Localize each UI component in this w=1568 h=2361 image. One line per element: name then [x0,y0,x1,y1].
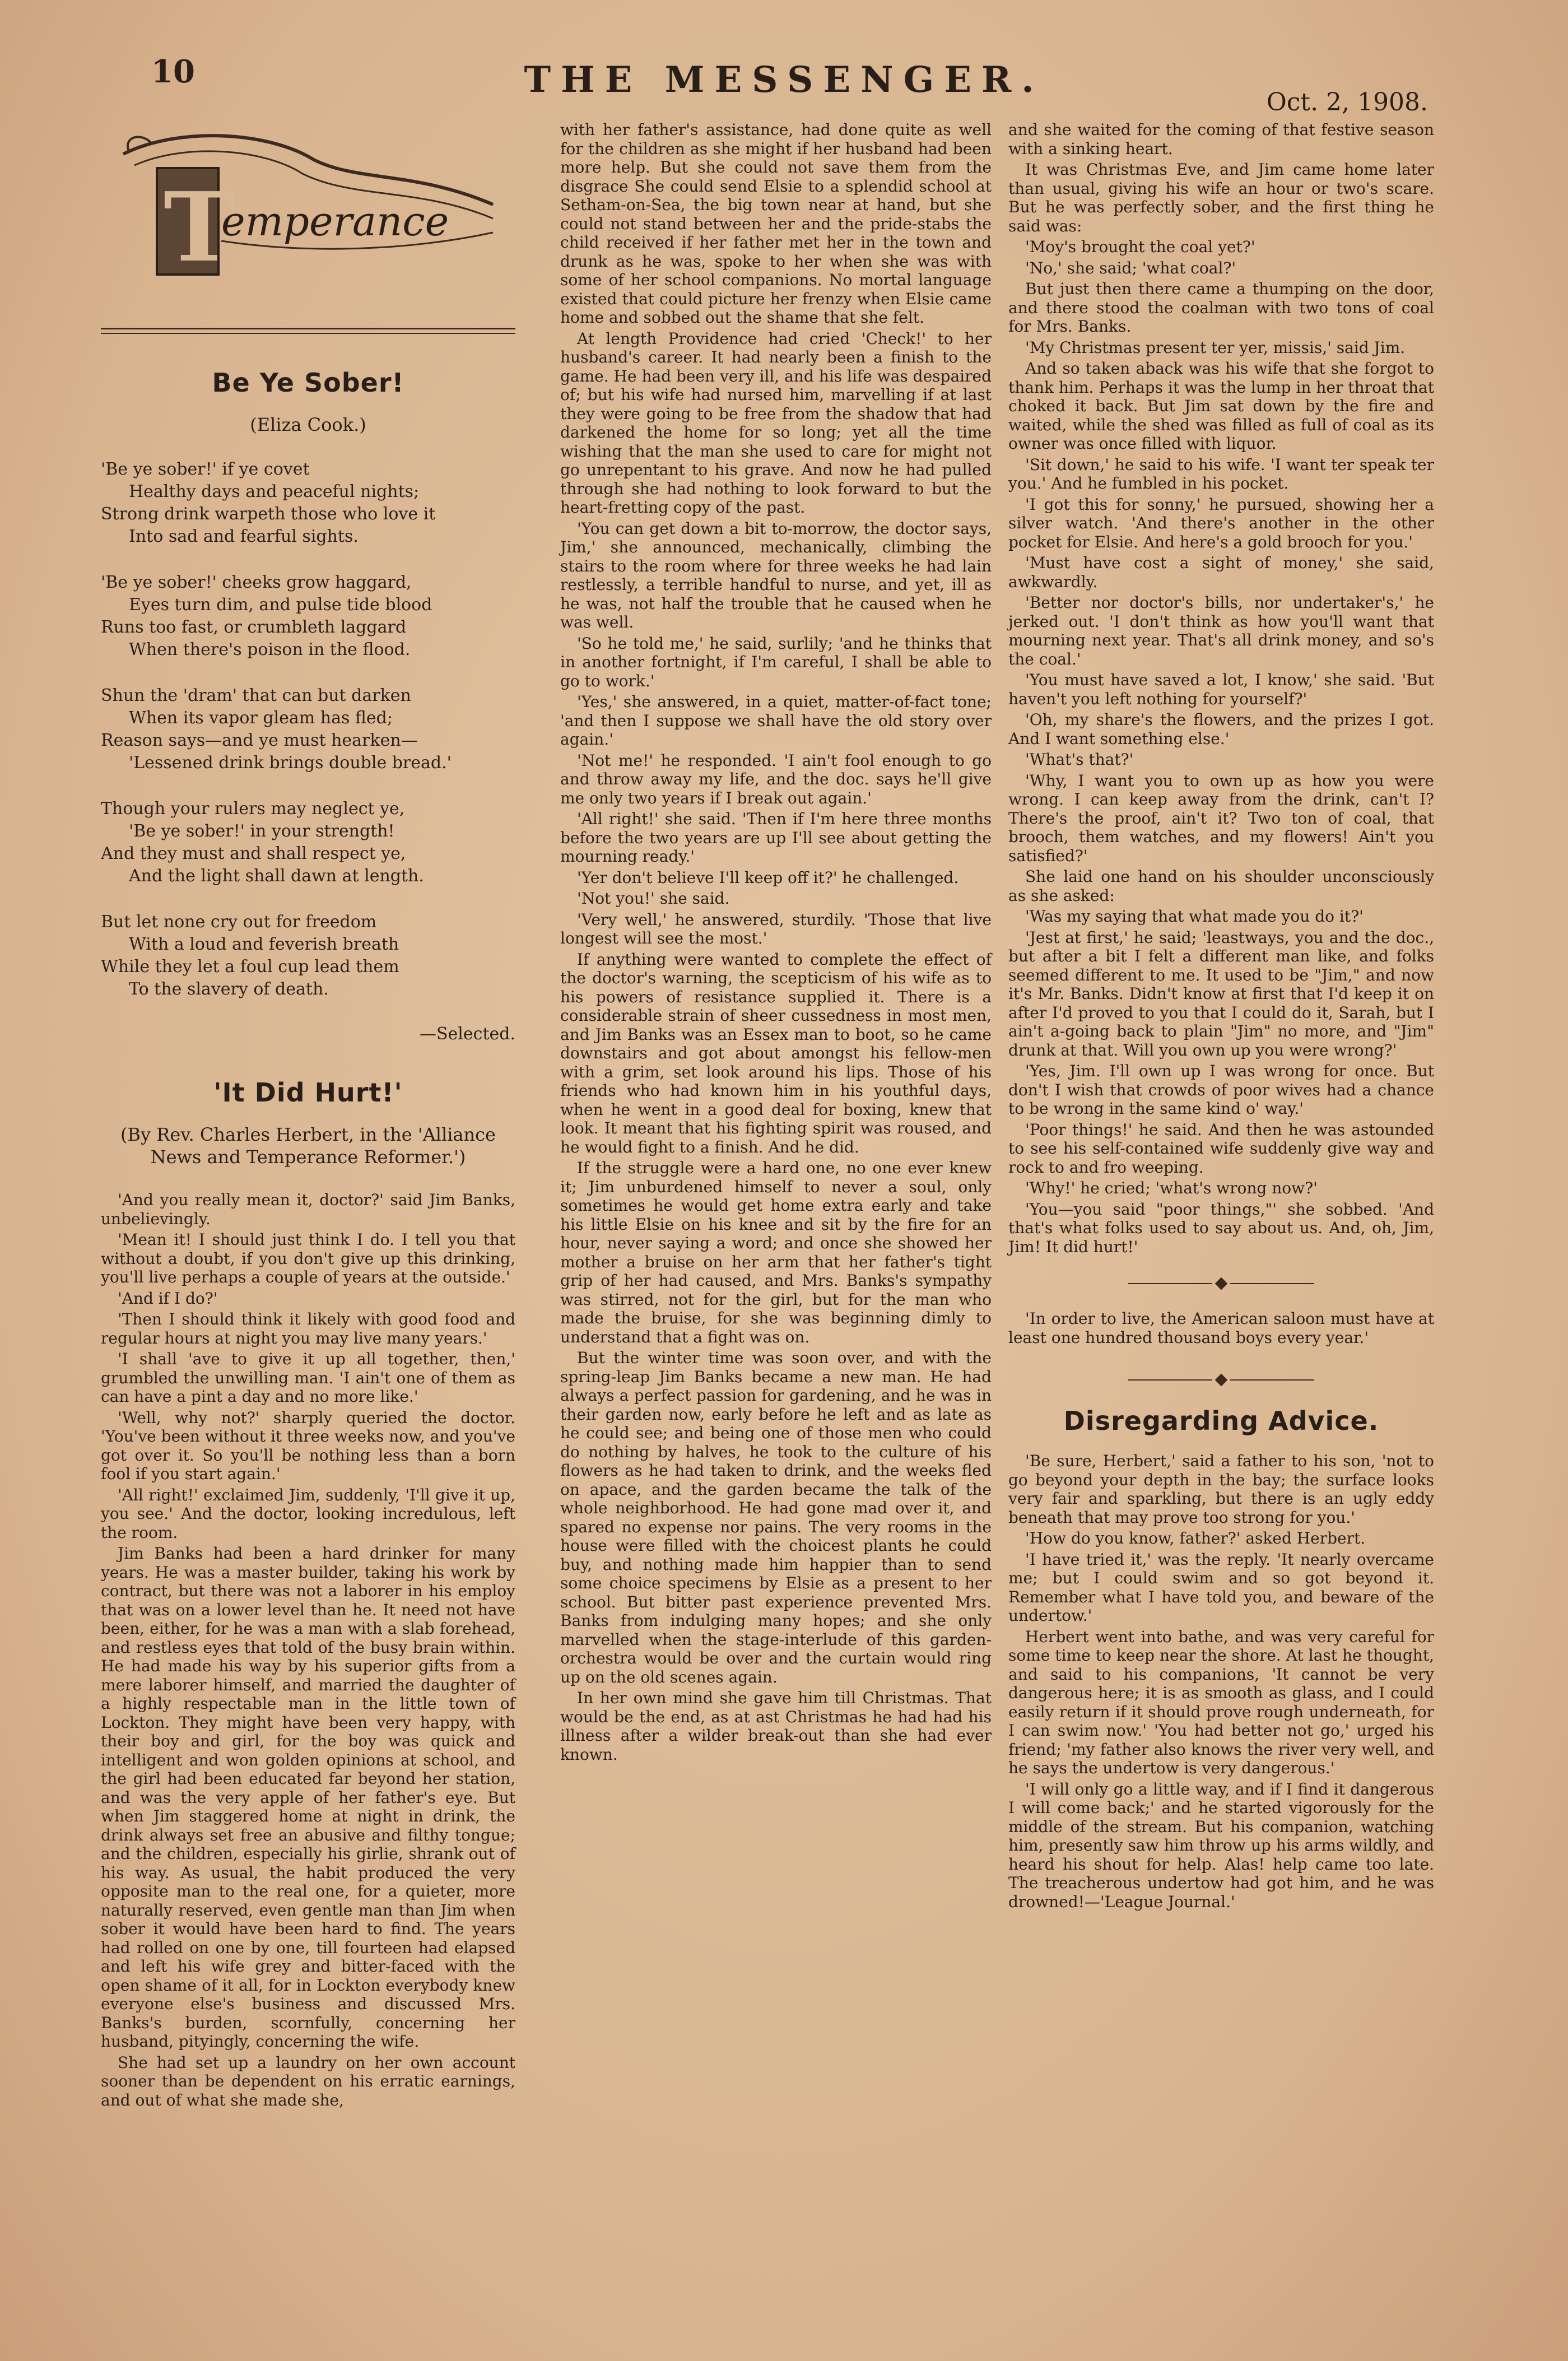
poem-line: Runs too fast, or crumbleth laggard [101,617,407,637]
paragraph: Jim Banks had been a hard drinker for many years. He was a master builder, taking his work by contract, but there was not a laborer in his employ that was on a lower level than he. It need not have been, either, for he was a man with a slab forehead, and restless eyes that told of the busy brain within. He had made his way by his superior gifts from a mere laborer himself, and married the daughter of a highly respectable man in the little town of Lockton. They might have been very happy, with their boy and girl, for the boy was quick and intelligent and won golden opinions at school, and the girl had been educated far beyond her station, and was the very apple of her father's eye. But when Jim staggered home at night in drink, the drink always set free an abusive and filthy tongue; and the children, especially his girlie, shrank out of his way. As usual, the habit produced the very opposite man to the real one, for a quieter, more naturally reserved, even gentle man than Jim when sober it would have been hard to find. The years had rolled on one by one, till fourteen had elapsed and left his wife grey and bitter-faced with the open shame of it all, for in Lockton everybody knew everyone else's business and discussed Mrs. Banks's burden, scornfully, concerning her husband, pityingly, concerning the wife. [101,1544,515,2051]
poem-title: Be Ye Sober! [212,368,404,398]
poem-credit: —Selected. [419,1024,515,1044]
poem-line: To the slavery of death. [129,979,329,999]
poem-line: And they must and shall respect ye, [101,844,406,863]
paragraph: 'Mean it! I should just think I do. I tell you that without a doubt, if you don't give up this drinking, you'll live perhaps a couple of years at the outside.' [101,1230,515,1286]
ornament-divider [1008,1369,1434,1389]
issue-date: Oct. 2, 1908. [1266,88,1428,117]
poem-line: Reason says—and ye must hearken— [101,731,418,750]
poem-stanza [101,458,515,548]
poem-line: When its vapor gleam has fled; [129,708,393,728]
poem-line: Though your rulers may neglect ye, [101,799,405,819]
poem-line: 'Be ye sober!' cheeks grow haggard, [101,573,412,592]
paragraph: 'Well, why not?' sharply queried the doctor. 'You've been without it three weeks now, and you've got over it. So you'll be nothing less than a born fool if you start again.' [101,1408,515,1483]
poem-stanza [101,911,515,1001]
paragraph: 'I got this for sonny,' he pursued, showing her a silver watch. 'And there's another in the other pocket for Elsie. And here's a gold brooch for you.' [1008,495,1434,551]
paragraph: 'What's that?' [1025,750,1134,769]
saloon-quote: 'In order to live, the American saloon must have at least one hundred thousand boys every year.' [1008,1309,1434,1347]
paragraph: 'Why!' he cried; 'what's wrong now?' [1025,1179,1318,1197]
poem-line: Strong drink warpeth those who love it [101,504,436,524]
story-byline: (By Rev. Charles Herbert, in the 'Alliance News and Temperance Reformer.') [120,1124,496,1168]
paragraph: In her own mind she gave him till Christmas. That would be the end, as at ast Christmas he had had his illness after a wilder break-out than she had ever known. [560,1689,992,1764]
temperance-logo-icon [101,120,515,289]
paragraph: 'You can get down a bit to-morrow, the doctor says, Jim,' she announced, mechanically, climbing the stairs to the room where for three weeks he had lain restlessly, a terrible handful to nurse, and yet, ill as he was, not half the trouble that he caused when he was well. [560,519,992,631]
paragraph: 'My Christmas present ter yer, missis,' said Jim. [1025,338,1406,357]
paragraph: 'Jest at first,' he said; 'leastways, you and the doc., but after a bit I felt a different man like, and folks seemed different to me. It used to be "Jim," and now it's Mr. Banks. Didn't know at first that I'd keep it on after I'd proved to you that I could do it, Sarah, but I ain't a-going back to plain "Jim" no more, and "Jim" drunk at that. Will you own up you were wrong?' [1008,928,1434,1059]
poem-line: When there's poison in the flood. [129,640,411,659]
paragraph: 'All right!' she said. 'Then if I'm here three months before the two years are up I'll see about getting the mourning ready.' [560,810,992,866]
paragraph: If anything were wanted to complete the effect of the doctor's warning, the scepticism of his wife as to his powers of resistance supplied it. There is a considerable strain of sheer cussedness in most men, and Jim Banks was an Essex man to boot, so he came downstairs and got about amongst his fellow-men with a grim, set look around his lips. Those of his friends who had known him in his youthful days, when he went in a good deal for boxing, knew that look. It meant that his fighting spirit was roused, and he would fight to a finish. And he did. [560,950,992,1156]
paragraph: 'Yes,' she answered, in a quiet, matter-of-fact tone; 'and then I suppose we shall have the old story over again.' [560,693,992,749]
story-title: 'It Did Hurt!' [213,1077,403,1108]
paragraph: At length Providence had cried 'Check!' to her husband's career. It had nearly been a finish to the game. He had been very ill, and his life was despaired of; but his wife had nursed him, marvelling if at last they were going to be free from the shadow that had darkened the home for so long; yet all the time wishing that the man she used to care for might not go unrepentant to his grave. And now he had pulled through she had nothing to look forward to but the heart-fretting copy of the past. [560,329,992,517]
page-header [0,53,1568,126]
column-2 [560,120,992,1764]
column-3 [1008,120,1434,1911]
poem-line: And the light shall dawn at length. [129,866,424,886]
paragraph: 'Yer don't believe I'll keep off it?' he challenged. [577,868,959,887]
paragraph: 'Must have cost a sight of money,' she said, awkwardly. [1008,554,1434,591]
paragraph: 'Poor things!' he said. And then he was astounded to see his self-contained wife suddenly give way and rock to and fro weeping. [1008,1120,1434,1177]
paragraph: She had set up a laundry on her own account sooner than be dependent on his erratic earnings, and out of what she made she, [101,2053,515,2109]
paragraph: But the winter time was soon over, and with the spring-leap Jim Banks became a new man. He had always a perfect passion for gardening, and he was in their garden now, early before he left and as late as he could see; and being one of those men who could do nothing by halves, he took to the culture of his flowers as he had taken to drink, and the weeks fled on apace, and the garden became the talk of the whole neighborhood. He had gone mad over it, and spared no expense nor pains. The very rooms in the house were filled with the choicest plants he could buy, and nothing made him happier than to send some choice specimens by Elsie as a present to her school. But bitter past experience prevented Mrs. Banks from indulging many hopes; and she only marvelled when the stage-interlude of this garden-orchestra would be over and the curtain would ring up on the old scenes again. [560,1349,992,1686]
paragraph: And so taken aback was his wife that she forgot to thank him. Perhaps it was the lump in her throat that choked it back. But Jim sat down by the fire and waited, while the shed was filled as full of coal as its owner was once filled with liquor. [1008,359,1434,453]
paragraph: and she waited for the coming of that festive season with a sinking heart. [1008,120,1434,158]
poem-stanza [101,798,515,887]
advice-title: Disregarding Advice. [1063,1406,1379,1436]
page-number: 10 [151,53,195,90]
paragraph: 'Not you!' she said. [577,889,730,908]
poem-line: 'Lessened drink brings double bread.' [129,753,452,773]
temperance-masthead [101,120,515,300]
paragraph: 'I will only go a little way, and if I find it dangerous I will come back;' and he started vigorously for the middle of the stream. But his companion, watching him, presently saw him throw up his arms wildly, and heard his shout for help. Alas! help came too late. The treacherous undertow had got him, and he was drowned!—'League Journal.' [1008,1779,1434,1911]
paragraph: 'Be sure, Herbert,' said a father to his son, 'not to go beyond your depth in the bay; the surface looks very fair and sparkling, but there is an ugly eddy beneath that may prove too strong for you.' [1008,1452,1434,1527]
paragraph: 'So he told me,' he said, surlily; 'and he thinks that in another fortnight, if I'm careful, I shall be able to go to work.' [560,634,992,690]
paragraph: 'I have tried it,' was the reply. 'It nearly overcame me; but I could swim and so got beyond it. Remember what I have told you, and beware of the undertow.' [1008,1550,1434,1625]
paragraph: 'Better nor doctor's bills, nor undertaker's,' he jerked out. 'I don't think as how you'll want that mourning next year. That's all drink money, and so's the coal.' [1008,593,1434,668]
poem-line: Into sad and fearful sights. [129,527,359,546]
poem-stanza [101,571,515,661]
poem-line: While they let a foul cup lead them [101,957,399,977]
paragraph: 'How do you know, father?' asked Herbert. [1025,1529,1366,1547]
paragraph: 'All right!' exclaimed Jim, suddenly, 'I'll give it up, you see.' And the doctor, looking incredulous, left the room. [101,1485,515,1542]
paragraph: 'I shall 'ave to give it up all together, then,' grumbled the unwilling man. 'I ain't one of them as can have a pint a day and no more like.' [101,1350,515,1406]
poem-line: 'Be ye sober!' in your strength! [129,821,395,841]
paragraph: 'Oh, my share's the flowers, and the prizes I got. And I want something else.' [1008,710,1434,748]
paragraph: 'Sit down,' he said to his wife. 'I want ter speak ter you.' And he fumbled in his pocket. [1008,455,1434,492]
paragraph: But just then there came a thumping on the door, and there stood the coalman with two tons of coal for Mrs. Banks. [1008,280,1434,336]
paragraph: 'Not me!' he responded. 'I ain't fool enough to go and throw away my life, and the doc. says he'll give me only two years if I break out again.' [560,751,992,807]
story-text-col1 [101,1191,515,2109]
paragraph: 'You—you said "poor things,"' she sobbed. 'And that's what folks used to say about us. And, oh, Jim, Jim! It did hurt!' [1008,1200,1434,1256]
paragraph: 'Then I should think it likely with good food and regular hours at night you may live many years.' [101,1310,515,1347]
paragraph: 'And you really mean it, doctor?' said Jim Banks, unbelievingly. [101,1191,515,1228]
svg-text:emperance: emperance [221,198,449,245]
poem-author: (Eliza Cook.) [250,414,366,435]
paragraph: with her father's assistance, had done quite as well for the children as she might if her husband had been more help. But she could not save them from the disgrace She could send Elsie to a splendid school at Setham-on-Sea, the big town near at hand, but she could not stand between her and the pride-stabs the child received if her father met her in the town and drunk as he was, spoke to her when she was with some of her school companions. No mortal language existed that could picture her frenzy when Elsie came home and sobbed out the shame that she felt. [560,120,992,327]
paragraph: 'Why, I want you to own up as how you were wrong. I can keep away from the drink, can't I? There's the proof, ain't it? Two ton of coal, that brooch, them watches, and my flowers! Ain't you satisfied?' [1008,771,1434,865]
paragraph: 'And if I do?' [118,1289,218,1308]
poem-line: But let none cry out for freedom [101,912,377,932]
poem-line: 'Be ye sober!' if ye covet [101,459,310,479]
newspaper-title: THE MESSENGER. [524,59,1044,101]
paragraph: If the struggle were a hard one, no one ever knew it; Jim unburdened himself to never a soul, only sometimes he would get home extra early and take his little Elsie on his knee and sit by the fire for an hour, never saying a word; and once she showed her mother a bruise on her arm that her father's tight grip of her had caused, and Mrs. Banks's sympathy was stirred, not for the girl, but for the man who made the bruise, for she was beginning dimly to understand that a fight was on. [560,1159,992,1346]
poem-body [101,458,515,1001]
ornament-divider [1008,1273,1434,1293]
poem-line: With a loud and feverish breath [129,935,399,954]
paragraph: 'No,' she said; 'what coal?' [1025,258,1236,277]
paragraph: She laid one hand on his shoulder unconsciously as she asked: [1008,867,1434,905]
svg-text:T: T [164,171,235,283]
poem-line: Shun the 'dram' that can but darken [101,686,411,705]
paragraph: 'Moy's brought the coal yet?' [1025,238,1255,256]
paragraph: 'You must have saved a lot, I know,' she said. 'But haven't you left nothing for yourself?' [1008,671,1434,708]
poem-line: Eyes turn dim, and pulse tide blood [129,595,432,615]
poem-stanza [101,685,515,774]
section-rule [101,328,515,334]
paragraph: 'Very well,' he answered, sturdily. 'Those that live longest will see the most.' [560,910,992,947]
paragraph: 'Was my saying that what made you do it?' [1025,907,1364,926]
poem-line: Healthy days and peaceful nights; [129,482,420,501]
paragraph: Herbert went into bathe, and was very careful for some time to keep near the shore. At last he thought, and said to his companions, 'It cannot be very dangerous here; it is as smooth as glass, and I could easily return if it should prove rough underneath, for I can swim now.' 'You had better not go,' urged his friend; 'my father also knows the river very well, and he says the undertow is very dangerous.' [1008,1627,1434,1777]
paragraph: It was Christmas Eve, and Jim came home later than usual, giving his wife an hour or two's scare. But he was perfectly sober, and the first thing he said was: [1008,160,1434,235]
column-1 [101,120,515,2109]
paragraph: 'Yes, Jim. I'll own up I was wrong for once. But don't I wish that crowds of poor wives had a chance to be wrong in the same kind o' way.' [1008,1062,1434,1118]
